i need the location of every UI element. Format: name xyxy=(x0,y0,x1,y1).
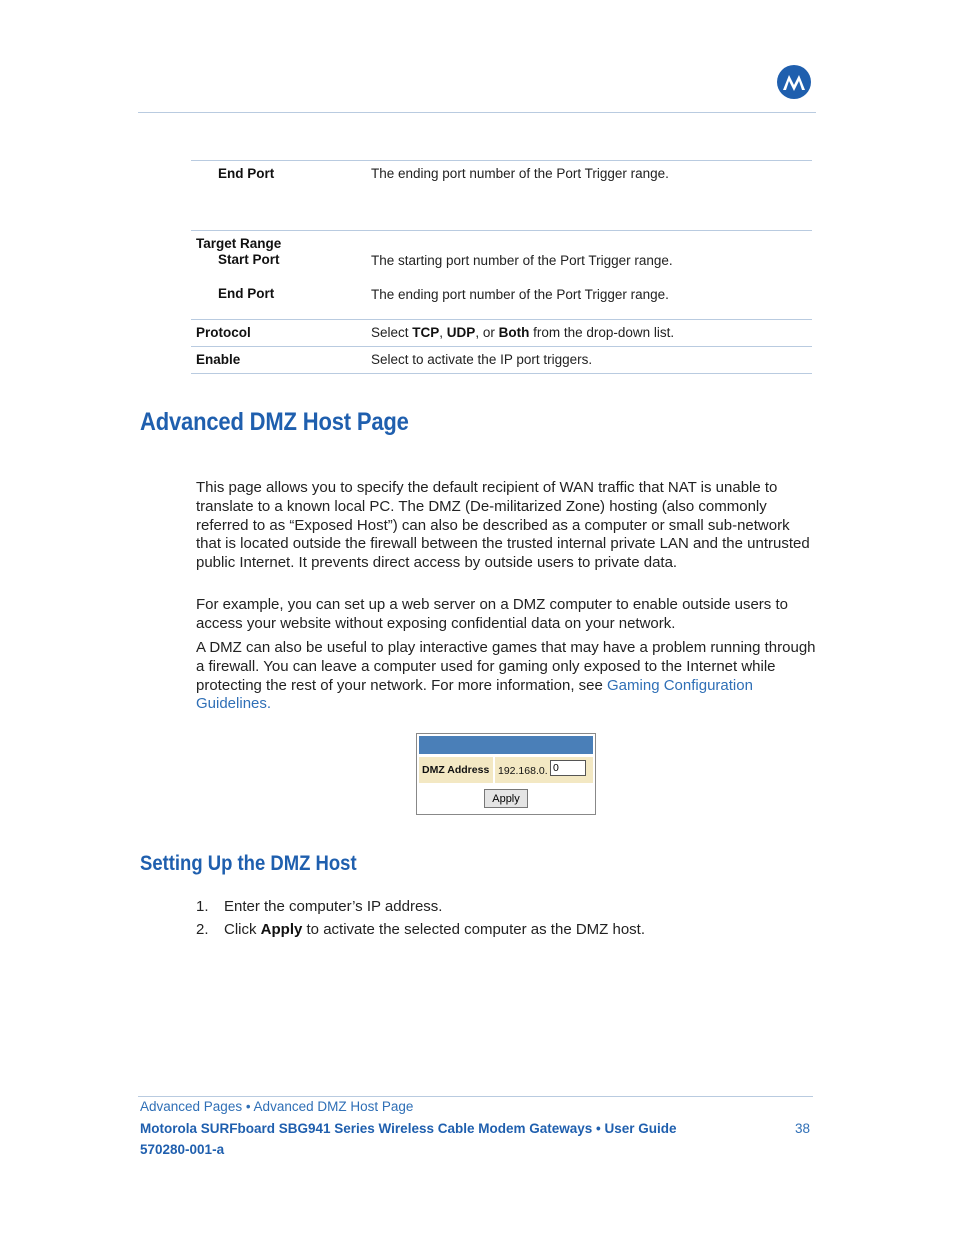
motorola-logo-icon xyxy=(777,65,811,99)
dmz-address-label: DMZ Address xyxy=(419,757,493,783)
apply-button[interactable]: Apply xyxy=(484,789,528,808)
table-rule xyxy=(191,319,812,320)
footer-divider xyxy=(138,1096,813,1097)
example-paragraph: For example, you can set up a web server on a DMZ computer to enable outside users to access your website without exposing confidential data on your network. xyxy=(196,596,788,632)
row-protocol-desc: Select TCP, UDP, or Both from the drop-down list. xyxy=(371,325,675,340)
row-end-port-desc: The ending port number of the Port Trigger range. xyxy=(371,166,669,181)
table-rule xyxy=(191,373,812,374)
table-rule xyxy=(191,160,812,161)
list-item: 1. Enter the computer’s IP address. xyxy=(196,898,443,915)
header-divider xyxy=(138,112,816,113)
gaming-guidelines-link[interactable]: Gaming Configuration Guidelines. xyxy=(196,676,753,713)
row-enable-label: Enable xyxy=(196,352,241,367)
row-start-port-desc: The starting port number of the Port Trigger range. xyxy=(371,253,673,268)
subsection-title: Setting Up the DMZ Host xyxy=(140,852,357,875)
row-target-range-label: Target Range xyxy=(196,236,282,251)
form-header-bar xyxy=(419,736,593,754)
list-item: 2. Click Apply to activate the selected computer as the DMZ host. xyxy=(196,921,646,938)
row-end-port-label: End Port xyxy=(218,286,275,301)
row-end-port-desc: The ending port number of the Port Trigger range. xyxy=(371,287,669,302)
footer-breadcrumb: Advanced Pages • Advanced DMZ Host Page xyxy=(140,1099,414,1114)
table-rule xyxy=(191,230,812,231)
gaming-paragraph: A DMZ can also be useful to play interactive games that may have a problem running through a firewall. You can leave a computer used for gaming only exposed to the Internet while protecting the rest of your network. For more information, see Gaming Configuration Guidelines. xyxy=(196,639,816,713)
row-protocol-label: Protocol xyxy=(196,325,251,340)
table-rule xyxy=(191,346,812,347)
row-end-port-label: End Port xyxy=(218,166,275,181)
page-number: 38 xyxy=(795,1121,811,1136)
section-title: Advanced DMZ Host Page xyxy=(140,408,409,436)
row-enable-desc: Select to activate the IP port triggers. xyxy=(371,352,593,367)
dmz-address-form xyxy=(416,733,596,815)
footer-doc-title: Motorola SURFboard SBG941 Series Wireless Cable Modem Gateways • User Guide xyxy=(140,1121,677,1136)
dmz-address-field-cell xyxy=(495,757,593,783)
row-start-port-label: Start Port xyxy=(218,252,280,267)
dmz-address-input[interactable] xyxy=(550,760,586,776)
steps-list xyxy=(196,897,645,943)
ip-prefix: 192.168.0. xyxy=(498,765,548,777)
intro-paragraph: This page allows you to specify the default recipient of WAN traffic that NAT is unable to translate to a known local PC. The DMZ (De-militarized Zone) hosting (also commonly referred to as “Exposed Host”) can also be described as a computer or small sub-network that is located outside the firewall between the trusted internal private LAN and the untrusted public Internet. It prevents direct access by outside users to private data. xyxy=(196,479,810,572)
footer-doc-number: 570280-001-a xyxy=(140,1142,225,1157)
